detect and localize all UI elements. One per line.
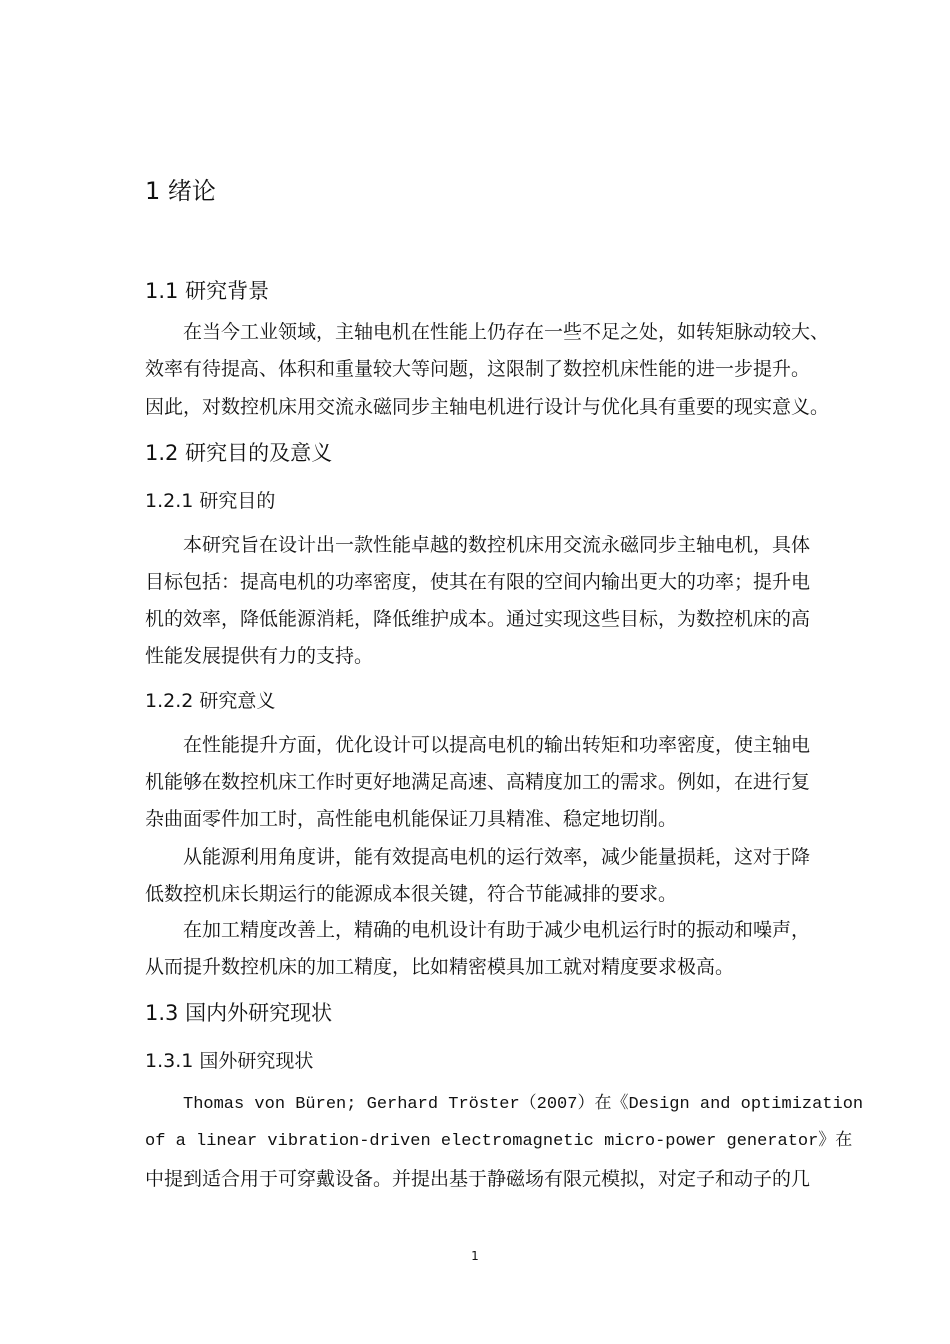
paragraph-line: 在当今工业领域，主轴电机在性能上仍存在一些不足之处，如转矩脉动较大、	[183, 321, 830, 343]
paragraph-line: 在性能提升方面，优化设计可以提高电机的输出转矩和功率密度，使主轴电	[183, 734, 811, 756]
paragraph-line: 低数控机床长期运行的能源成本很关键，符合节能减排的要求。	[145, 883, 678, 905]
chapter-title: 1 绪论	[145, 177, 216, 205]
paragraph-line: 效率有待提高、体积和重量较大等问题，这限制了数控机床性能的进一步提升。	[145, 358, 811, 380]
section-heading-1-1: 1.1 研究背景	[145, 279, 270, 303]
subsection-heading-1-3-1: 1.3.1 国外研究现状	[145, 1050, 314, 1072]
paragraph-line: 本研究旨在设计出一款性能卓越的数控机床用交流永磁同步主轴电机，具体	[183, 534, 811, 556]
page-number: 1	[471, 1249, 479, 1263]
paragraph-line: 从而提升数控机床的加工精度，比如精密模具加工就对精度要求极高。	[145, 956, 735, 978]
paragraph-line: 中提到适合用于可穿戴设备。并提出基于静磁场有限元模拟，对定子和动子的几	[145, 1168, 811, 1190]
section-heading-1-2: 1.2 研究目的及意义	[145, 441, 333, 465]
paragraph-line: 机的效率，降低能源消耗，降低维护成本。通过实现这些目标，为数控机床的高	[145, 608, 811, 630]
paragraph-line: 杂曲面零件加工时，高性能电机能保证刀具精准、稳定地切削。	[145, 808, 678, 830]
paragraph-line: 性能发展提供有力的支持。	[145, 645, 374, 667]
paragraph-line: 从能源利用角度讲，能有效提高电机的运行效率，减少能量损耗，这对于降	[183, 846, 811, 868]
subsection-heading-1-2-2: 1.2.2 研究意义	[145, 690, 276, 712]
paragraph-line: 因此，对数控机床用交流永磁同步主轴电机进行设计与优化具有重要的现实意义。	[145, 396, 830, 418]
paragraph-line: 机能够在数控机床工作时更好地满足高速、高精度加工的需求。例如，在进行复	[145, 771, 811, 793]
subsection-heading-1-2-1: 1.2.1 研究目的	[145, 490, 276, 512]
section-heading-1-3: 1.3 国内外研究现状	[145, 1001, 333, 1025]
paragraph-line: of a linear vibration-driven electromagnetic micro-power generator》在	[145, 1132, 853, 1151]
paragraph-line: 在加工精度改善上，精确的电机设计有助于减少电机运行时的振动和噪声，	[183, 919, 811, 941]
paragraph-line: 目标包括：提高电机的功率密度，使其在有限的空间内输出更大的功率；提升电	[145, 571, 811, 593]
paragraph-line: Thomas von Büren; Gerhard Tröster（2007）在《Design and optimization	[183, 1095, 864, 1114]
